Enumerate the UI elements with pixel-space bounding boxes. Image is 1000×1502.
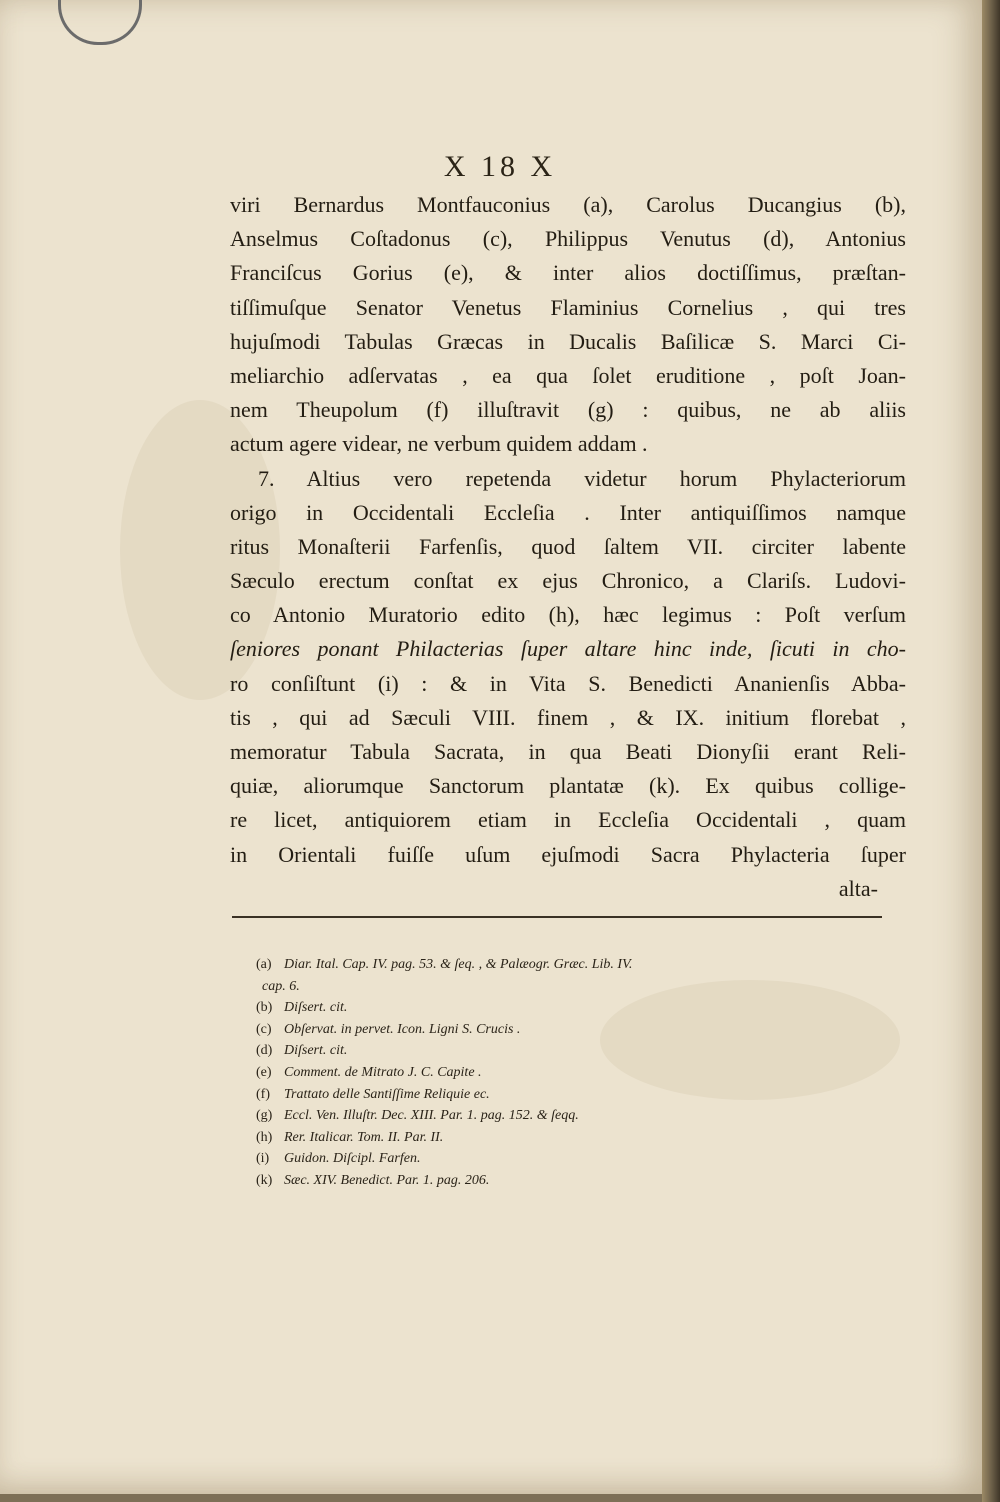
footnote-text: Rer. Italicar. Tom. II. Par. II. (284, 1129, 444, 1145)
footnote-rule (232, 916, 882, 918)
footnote (256, 1127, 896, 1149)
footnotes (256, 954, 896, 1192)
text-line: Sæculo erectum conſtat ex ejus Chronico, a Clariſs. Ludovi- (230, 568, 906, 594)
footnote-mark: (c) (256, 1021, 272, 1037)
footnote (256, 954, 896, 976)
footnote-text: Diar. Ital. Cap. IV. pag. 53. & ſeq. , & Palæogr. Græc. Lib. IV. (284, 957, 633, 972)
text-line: meliarchio adſervatas , ea qua ſolet eruditione , poſt Joan- (230, 362, 906, 388)
footnote-text: Eccl. Ven. Illuſtr. Dec. XIII. Par. 1. pag. 152. & ſeqq. (284, 1108, 579, 1124)
footnote (256, 1148, 896, 1170)
footnote-mark: (i) (256, 1151, 270, 1167)
footnote-text: Comment. de Mitrato J. C. Capite . (284, 1064, 482, 1080)
footnote-mark: (b) (256, 1000, 273, 1016)
footnote-mark: (h) (256, 1129, 273, 1145)
text-line: 7. Altius vero repetenda videtur horum Phylacteriorum (258, 465, 906, 491)
text-line: Franciſcus Gorius (e), & inter alios doctiſſimus, præſtan- (230, 260, 906, 286)
text-line: re licet, antiquiorem etiam in Eccleſia Occidentali , quam (230, 807, 906, 833)
text-line: ritus Monaſterii Farfenſis, quod ſaltem VII. circiter labente (230, 533, 906, 559)
text-line: memoratur Tabula Sacrata, in qua Beati Dionyſii erant Reli- (230, 739, 906, 764)
footnote-text: cap. 6. (262, 978, 300, 994)
book-binding-edge (982, 0, 1000, 1502)
text-line: actum agere videar, ne verbum quidem addam . (230, 431, 648, 457)
footnote (256, 1170, 896, 1192)
main-text (230, 188, 906, 906)
footnote-text: Sæc. XIV. Benedict. Par. 1. pag. 206. (284, 1172, 490, 1188)
footnote-mark: (e) (256, 1064, 272, 1080)
text-line: hujuſmodi Tabulas Græcas in Ducalis Baſilicæ S. Marci Ci- (230, 328, 906, 354)
footnote (256, 1019, 896, 1041)
text-line: origo in Occidentali Eccleſia . Inter antiquiſſimos namque (230, 499, 906, 525)
text-line: ro conſiſtunt (i) : & in Vita S. Benedicti Ananienſis Abba- (230, 670, 906, 696)
footnote-mark: (a) (256, 957, 272, 972)
footnote-mark: (f) (256, 1086, 270, 1102)
text-line: Anselmus Coſtadonus (c), Philippus Venutus (d), Antonius (230, 226, 906, 252)
text-line: quiæ, aliorumque Sanctorum plantatæ (k). Ex quibus collige- (230, 773, 906, 799)
text-line: tiſſimuſque Senator Venetus Flaminius Cornelius , qui tres (230, 294, 906, 320)
footnote-mark: (d) (256, 1043, 273, 1059)
text-line: nem Theupolum (f) illuſtravit (g) : quibus, ne ab aliis (230, 397, 906, 423)
text-line: viri Bernardus Montfauconius (a), Carolus Ducangius (b), (230, 192, 906, 217)
text-line: in Orientali fuiſſe uſum ejuſmodi Sacra Phylacteria ſuper (230, 841, 906, 867)
footnote-text: Diſsert. cit. (284, 1043, 348, 1059)
catchword: alta- (838, 875, 878, 901)
text-line: ſeniores ponant Philacterias ſuper altare hinc inde, ſicuti in cho- (230, 636, 906, 662)
footnote (256, 1105, 896, 1127)
footnote-text: Guidon. Diſcipl. Farfen. (284, 1151, 421, 1167)
page-header: X 18 X (443, 150, 557, 183)
footnote-mark: (k) (256, 1172, 273, 1188)
footnote-text: Obſervat. in pervet. Icon. Ligni S. Crucis . (284, 1021, 521, 1037)
footnote (256, 1084, 896, 1106)
footnote (256, 1062, 896, 1084)
footnote (256, 976, 896, 998)
footnote (256, 997, 896, 1019)
footnote-text: Trattato delle Santiſſime Reliquie ec. (284, 1086, 490, 1102)
text-line: co Antonio Muratorio edito (h), hæc legimus : Poſt verſum (230, 602, 906, 628)
footnote-mark: (g) (256, 1108, 273, 1124)
footnote-text: Diſsert. cit. (284, 1000, 348, 1016)
text-line: tis , qui ad Sæculi VIII. finem , & IX. initium florebat , (230, 704, 906, 730)
footnote (256, 1040, 896, 1062)
